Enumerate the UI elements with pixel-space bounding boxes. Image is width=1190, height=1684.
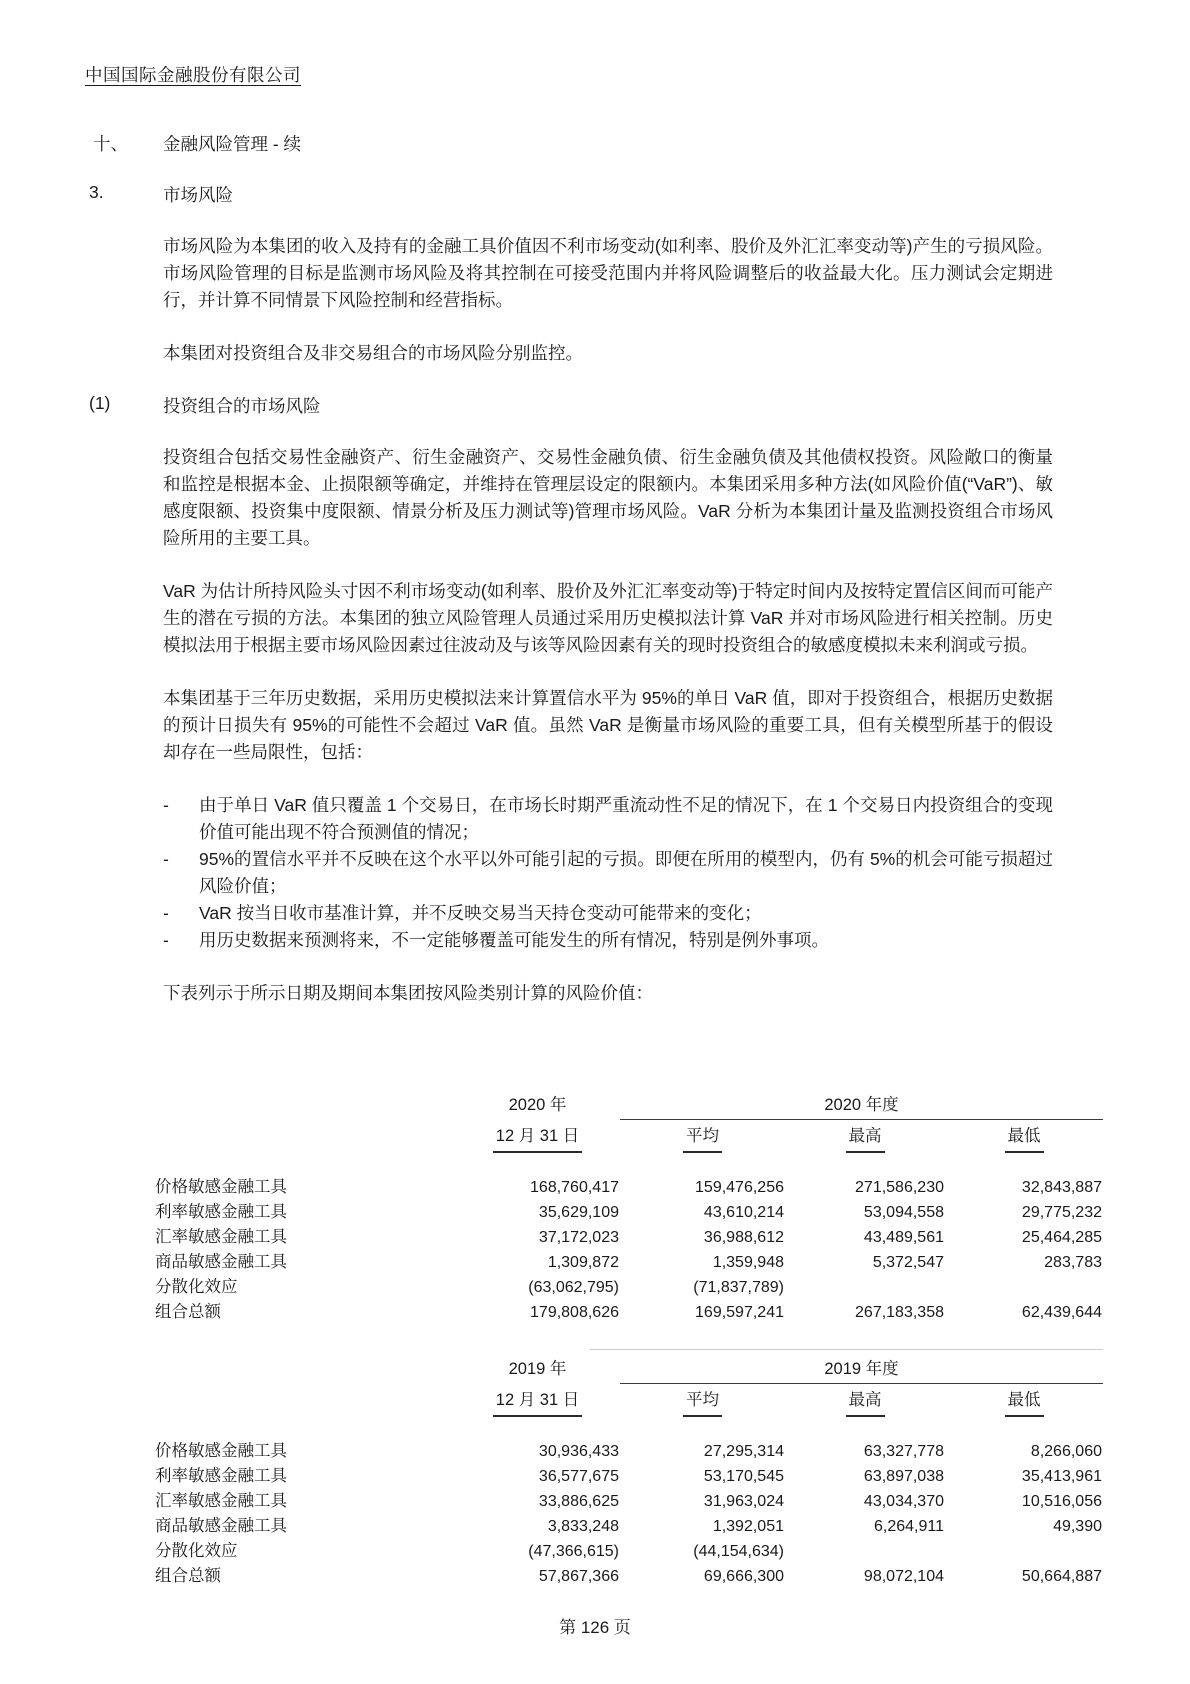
value-cell: 6,264,911 [874, 1518, 944, 1535]
sub-item-heading [85, 393, 1105, 418]
section-number: 十、 [93, 134, 128, 154]
paragraph-block [85, 340, 1105, 367]
value-cell: 43,610,214 [703, 1204, 784, 1221]
value-cell: 267,183,358 [855, 1304, 944, 1321]
row-label: 分散化效应 [155, 1542, 238, 1560]
sub-item-title: 投资组合的市场风险 [163, 396, 321, 416]
list-item [163, 792, 1053, 846]
row-label: 商品敏感金融工具 [155, 1517, 287, 1535]
value-cell: 57,867,366 [538, 1568, 619, 1585]
row-label: 价格敏感金融工具 [155, 1442, 287, 1460]
item-title: 市场风险 [163, 185, 233, 205]
table-row [155, 1439, 1103, 1464]
table-intro: 下表列示于所示日期及期间本集团按风险类别计算的风险价值： [163, 983, 653, 1003]
value-cell: 37,172,023 [538, 1229, 619, 1246]
dash-marker: - [163, 849, 169, 869]
value-cell: 98,072,104 [863, 1568, 944, 1585]
table-body [155, 1175, 1103, 1325]
value-cell: 32,843,887 [1021, 1179, 1102, 1196]
list-item-text: 由于单日 VaR 值只覆盖 1 个交易日，在市场长时期严重流动性不足的情况下，在 1 个交易日内投资组合的变现价值可能出现不符合预测值的情况； [199, 795, 1053, 842]
value-cell: 27,295,314 [703, 1443, 784, 1460]
section-title: 金融风险管理 - 续 [163, 134, 302, 154]
paragraph-market-risk-definition: 市场风险为本集团的收入及持有的金融工具价值因不利市场变动(如利率、股价及外汇汇率变动等)产生的亏损风险。市场风险管理的目标是监测市场风险及将其控制在可接受范围内并将风险调整后的收益最大化。压力测试会定期进行，并计算不同情景下风险控制和经营指标。 [163, 236, 1053, 310]
list-item-text: 95%的置信水平并不反映在这个水平以外可能引起的亏损。即便在所用的模型内，仍有 5%的机会可能亏损超过风险价值； [199, 849, 1053, 896]
value-cell: 35,629,109 [538, 1204, 619, 1221]
value-cell: 159,476,256 [695, 1179, 784, 1196]
column-header-date: 12 月 31 日 [455, 1386, 620, 1417]
value-cell: 43,034,370 [863, 1493, 944, 1510]
table-row [155, 1464, 1103, 1489]
value-cell: 62,439,644 [1021, 1304, 1102, 1321]
table-body [155, 1439, 1103, 1589]
page-number: 第 126 页 [559, 1618, 631, 1637]
value-cell: 49,390 [1053, 1518, 1102, 1535]
paragraph-block [85, 233, 1105, 314]
paragraph-var-method: VaR 为估计所持风险头寸因不利市场变动(如利率、股价及外汇汇率变动等)于特定时间内及按特定置信区间而可能产生的潜在亏损的方法。本集团的独立风险管理人员通过采用历史模拟法计算 VaR 并对市场风险进行相关控制。历史模拟法用于根据主要市场风险因素过往波动及与该等风险因素有关的现时投资组合的敏感度模拟未来利润或亏损。 [163, 581, 1053, 655]
column-header-average: 平均 [620, 1122, 785, 1153]
table-row [155, 1200, 1103, 1225]
column-header-date-year: 2019 年 [508, 1360, 567, 1378]
table-row [155, 1300, 1103, 1325]
row-label: 分散化效应 [155, 1278, 238, 1296]
column-header-date-year: 2020 年 [508, 1096, 567, 1114]
column-header-min: 最低 [945, 1122, 1103, 1153]
company-name: 中国国际金融股份有限公司 [85, 65, 301, 85]
table-row [155, 1489, 1103, 1514]
table-row [155, 1175, 1103, 1200]
list-item [163, 927, 1053, 954]
list-item-text: VaR 按当日收市基准计算，并不反映交易当天持仓变动可能带来的变化； [199, 903, 762, 923]
dash-marker: - [163, 903, 169, 923]
value-cell: (44,154,634) [693, 1543, 784, 1560]
var-table-2019 [155, 1349, 1103, 1589]
paragraph-monitoring: 本集团对投资组合及非交易组合的市场风险分别监控。 [163, 343, 583, 363]
value-cell: 1,392,051 [712, 1518, 784, 1535]
table-header [155, 1091, 1103, 1153]
value-cell: (71,837,789) [693, 1279, 784, 1296]
paragraph-block [85, 578, 1105, 659]
row-label: 利率敏感金融工具 [155, 1203, 287, 1221]
value-cell: 5,372,547 [872, 1254, 944, 1271]
dash-marker: - [163, 930, 169, 950]
value-cell: 1,359,948 [712, 1254, 784, 1271]
list-item [163, 846, 1053, 900]
value-cell: 36,988,612 [703, 1229, 784, 1246]
row-label: 汇率敏感金融工具 [155, 1492, 287, 1510]
paragraph-block [85, 444, 1105, 552]
sub-item-number: (1) [89, 393, 111, 413]
column-header-date: 12 月 31 日 [455, 1122, 620, 1153]
section-heading [85, 131, 1105, 156]
value-cell: 168,760,417 [530, 1179, 619, 1196]
row-label: 商品敏感金融工具 [155, 1253, 287, 1271]
paragraph-var-confidence: 本集团基于三年历史数据，采用历史模拟法来计算置信水平为 95%的单日 VaR 值，即对于投资组合，根据历史数据的预计日损失有 95%的可能性不会超过 VaR 值。虽然 VaR 是衡量市场风险的重要工具，但有关模型所基于的假设却存在一些局限性，包括： [163, 688, 1053, 762]
value-cell: 63,327,778 [863, 1443, 944, 1460]
value-cell: 53,094,558 [863, 1204, 944, 1221]
value-cell: 36,577,675 [538, 1468, 619, 1485]
value-cell: 179,808,626 [530, 1304, 619, 1321]
value-cell: 50,664,887 [1021, 1568, 1102, 1585]
value-cell: 271,586,230 [855, 1179, 944, 1196]
value-cell: 69,666,300 [703, 1568, 784, 1585]
value-cell: (63,062,795) [528, 1279, 619, 1296]
table-row [155, 1539, 1103, 1564]
value-cell [785, 1539, 945, 1564]
paragraph-block [85, 980, 1105, 1007]
value-cell: 169,597,241 [695, 1304, 784, 1321]
value-cell [945, 1539, 1103, 1564]
value-cell [945, 1275, 1103, 1300]
value-cell: 25,464,285 [1021, 1229, 1102, 1246]
value-cell: 1,309,872 [547, 1254, 619, 1271]
row-label: 组合总额 [155, 1567, 221, 1585]
value-cell: 10,516,056 [1021, 1493, 1102, 1510]
item-number: 3. [89, 182, 104, 202]
value-cell: 35,413,961 [1021, 1468, 1102, 1485]
value-cell: 33,886,625 [538, 1493, 619, 1510]
column-header-period: 2020 年度 [620, 1091, 1103, 1120]
paragraph-block [85, 685, 1105, 766]
dash-marker: - [163, 795, 169, 815]
item-heading [85, 182, 1105, 207]
column-header-max: 最高 [785, 1386, 945, 1417]
row-label: 价格敏感金融工具 [155, 1178, 287, 1196]
row-label: 汇率敏感金融工具 [155, 1228, 287, 1246]
value-cell: 63,897,038 [863, 1468, 944, 1485]
row-label: 利率敏感金融工具 [155, 1467, 287, 1485]
value-cell: 30,936,433 [538, 1443, 619, 1460]
table-row [155, 1514, 1103, 1539]
value-cell: 3,833,248 [547, 1518, 619, 1535]
column-header-min: 最低 [945, 1386, 1103, 1417]
value-cell [785, 1275, 945, 1300]
table-row [155, 1225, 1103, 1250]
limitations-list [85, 792, 1105, 954]
divider-line [590, 1349, 1103, 1350]
list-item-text: 用历史数据来预测将来，不一定能够覆盖可能发生的所有情况，特别是例外事项。 [199, 930, 829, 950]
value-cell: 53,170,545 [703, 1468, 784, 1485]
table-header [155, 1355, 1103, 1417]
value-cell: 43,489,561 [863, 1229, 944, 1246]
column-header-max: 最高 [785, 1122, 945, 1153]
column-header-average: 平均 [620, 1386, 785, 1417]
value-cell: (47,366,615) [528, 1543, 619, 1560]
table-row [155, 1275, 1103, 1300]
value-cell: 29,775,232 [1021, 1204, 1102, 1221]
paragraph-portfolio-scope: 投资组合包括交易性金融资产、衍生金融资产、交易性金融负债、衍生金融负债及其他债权投资。风险敞口的衡量和监控是根据本金、止损限额等确定，并维持在管理层设定的限额内。本集团采用多种方法(如风险价值(“VaR”)、敏感度限额、投资集中度限额、情景分析及压力测试等)管理市场风险。VaR 分析为本集团计量及监测投资组合市场风险所用的主要工具。 [163, 447, 1053, 548]
table-row [155, 1250, 1103, 1275]
row-label: 组合总额 [155, 1303, 221, 1321]
column-header-period: 2019 年度 [620, 1355, 1103, 1384]
var-table-2020 [155, 1091, 1103, 1325]
table-row [155, 1564, 1103, 1589]
value-cell: 8,266,060 [1030, 1443, 1102, 1460]
value-cell: 31,963,024 [703, 1493, 784, 1510]
value-cell: 283,783 [1044, 1254, 1102, 1271]
list-item [163, 900, 1053, 927]
